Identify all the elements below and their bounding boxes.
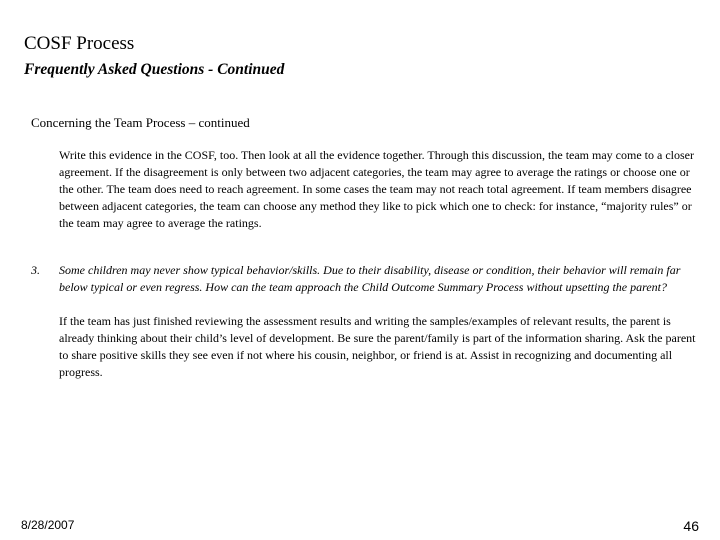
slide-subtitle: Frequently Asked Questions - Continued xyxy=(24,61,285,78)
faq-item-number: 3. xyxy=(31,263,40,277)
page-number: 46 xyxy=(683,518,699,534)
slide-title: COSF Process xyxy=(24,33,135,54)
faq-question: Some children may never show typical behavior/skills. Due to their disability, disease or condition, their behavior will remain far below typical or even regress. How can the team approach the Child Outcome Summary Process without upsetting the parent? xyxy=(59,263,681,294)
continuation-paragraph: Write this evidence in the COSF, too. Then look at all the evidence together. Through this discussion, the team may come to a closer agreement. If the disagreement is only between two adjacent categories, the team may agree to average the ratings or choose one or the other. The team does need to reach agreement. In some cases the team may not reach total agreement. If team members disagree between adjacent categories, the team can choose any method they like to pick which one to check: for instance, “majority rules” or the team may agree to average the ratings. xyxy=(59,148,694,231)
footer-date: 8/28/2007 xyxy=(21,518,75,532)
section-heading: Concerning the Team Process – continued xyxy=(31,115,250,130)
faq-answer: If the team has just finished reviewing the assessment results and writing the samples/examples of relevant results, the parent is already thinking about their child’s level of development. Be sure the parent/family is part of the information sharing. Ask the parent to share positive skills they see even if not where his cousin, neighbor, or friend is at. Assist in recognizing and documenting all progress. xyxy=(59,314,696,379)
